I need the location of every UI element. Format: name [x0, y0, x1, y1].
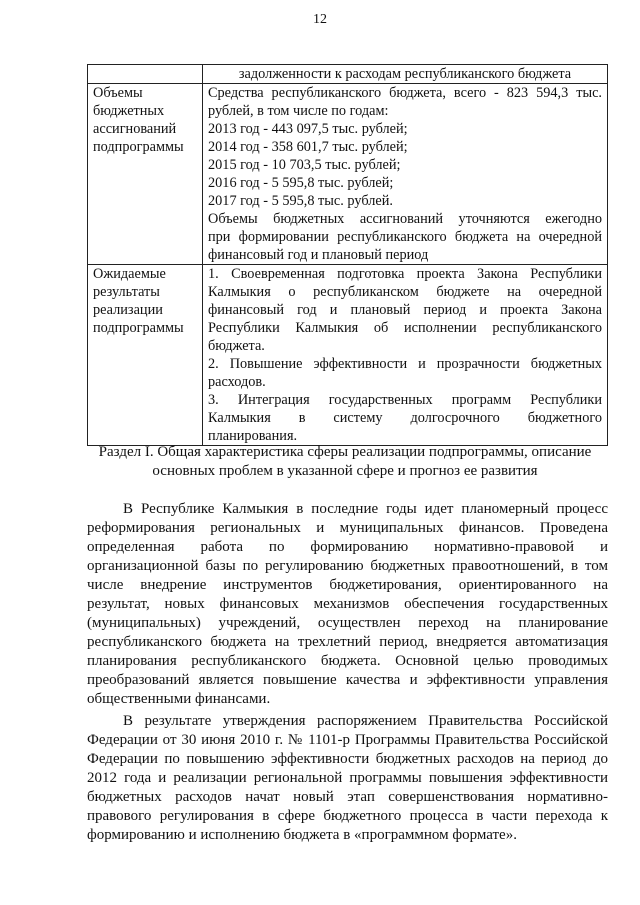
- paragraph: В результате утверждения распоряжением Правительства Российской Федерации от 30 июня 2010 г. № 1101-р Программы Правительства Российской Федерации по повышению эффективности бюджетных расходов на период до 2012 года и реализации региональной программы повышения эффективности бюджетных расходов начат новый этап совершенствования нормативно-правового регулирования в сфере бюджетного процесса в части перехода к формированию и исполнению бюджета в «программном формате».: [87, 713, 608, 843]
- results-label-line: Ожидаемые: [93, 266, 166, 282]
- results-value-cell: [203, 265, 608, 446]
- results-text-line: бюджета.: [208, 338, 265, 354]
- results-text-line: расходов.: [208, 374, 266, 390]
- paragraph: В Республике Калмыкия в последние годы идет планомерный процесс реформирования региональных и муниципальных финансов. Проведена определенная работа по формированию нормативно-правовой и организационной базы по регулированию бюджетных правоотношений, в том числе внедрение инструментов бюджетирования, ориентированного на результат, новых финансовых механизмов обеспечения государственных (муниципальных) учреждений, осуществлен переход на планирование республиканского бюджета на трехлетний период, внедряется автоматизация планирования республиканского бюджета. Основной целью проводимых преобразований является повышение качества и эффективности управления общественными финансами.: [87, 501, 608, 707]
- budget-year-2016: 2016 год - 5 595,8 тыс. рублей;: [208, 175, 394, 191]
- results-text-line: Калмыкия в систему долгосрочного бюджетного: [208, 410, 602, 426]
- budget-label-line: Объемы: [93, 85, 143, 101]
- table-row-continuation: [88, 65, 608, 84]
- results-label-line: подпрограммы: [93, 320, 184, 336]
- page-number: 12: [313, 12, 327, 27]
- results-text-line: 1. Своевременная подготовка проекта Закона Республики: [208, 266, 602, 282]
- budget-year-2013: 2013 год - 443 097,5 тыс. рублей;: [208, 121, 408, 137]
- budget-label-cell: [88, 84, 203, 265]
- section-heading-line: Раздел I. Общая характеристика сферы реализации подпрограммы, описание: [98, 444, 592, 460]
- budget-year-2015: 2015 год - 10 703,5 тыс. рублей;: [208, 157, 401, 173]
- section-heading: [80, 443, 610, 481]
- budget-text-line: при формировании республиканского бюджета на очередной: [208, 229, 602, 245]
- results-text-line: планирования.: [208, 428, 298, 444]
- budget-text-line: финансовый год и плановый период: [208, 247, 429, 263]
- subprogram-passport-table: [87, 64, 608, 446]
- results-label-line: результаты: [93, 284, 160, 300]
- results-label-cell: [88, 265, 203, 446]
- table-row-budget: [88, 84, 608, 265]
- results-text-line: финансовый год и плановый период и проекта Закона: [208, 302, 602, 318]
- results-text-line: 3. Интеграция государственных программ Республики: [208, 392, 602, 408]
- continuation-text: задолженности к расходам республиканского бюджета: [238, 66, 572, 82]
- results-text-line: Республики Калмыкия об исполнении республиканского: [208, 320, 602, 336]
- budget-value-cell: [203, 84, 608, 265]
- section-heading-line: основных проблем в указанной сфере и прогноз ее развития: [152, 463, 538, 479]
- table-row-results: [88, 265, 608, 446]
- continuation-cell: [203, 65, 608, 84]
- budget-year-2017: 2017 год - 5 595,8 тыс. рублей.: [208, 193, 393, 209]
- budget-label-line: бюджетных: [93, 103, 165, 119]
- budget-label-line: ассигнований: [93, 121, 177, 137]
- results-text-line: 2. Повышение эффективности и прозрачности бюджетных: [208, 356, 602, 372]
- budget-text-line: Средства республиканского бюджета, всего - 823 594,3 тыс.: [208, 85, 602, 101]
- budget-year-2014: 2014 год - 358 601,7 тыс. рублей;: [208, 139, 408, 155]
- results-text-line: Калмыкия о республиканском бюджете на очередной: [208, 284, 602, 300]
- body-text: [87, 500, 608, 848]
- budget-text-line: Объемы бюджетных ассигнований уточняются ежегодно: [208, 211, 602, 227]
- budget-label-line: подпрограммы: [93, 139, 184, 155]
- budget-text-line: рублей, в том числе по годам:: [208, 103, 389, 119]
- results-label-line: реализации: [93, 302, 163, 318]
- empty-label-cell: [88, 65, 203, 84]
